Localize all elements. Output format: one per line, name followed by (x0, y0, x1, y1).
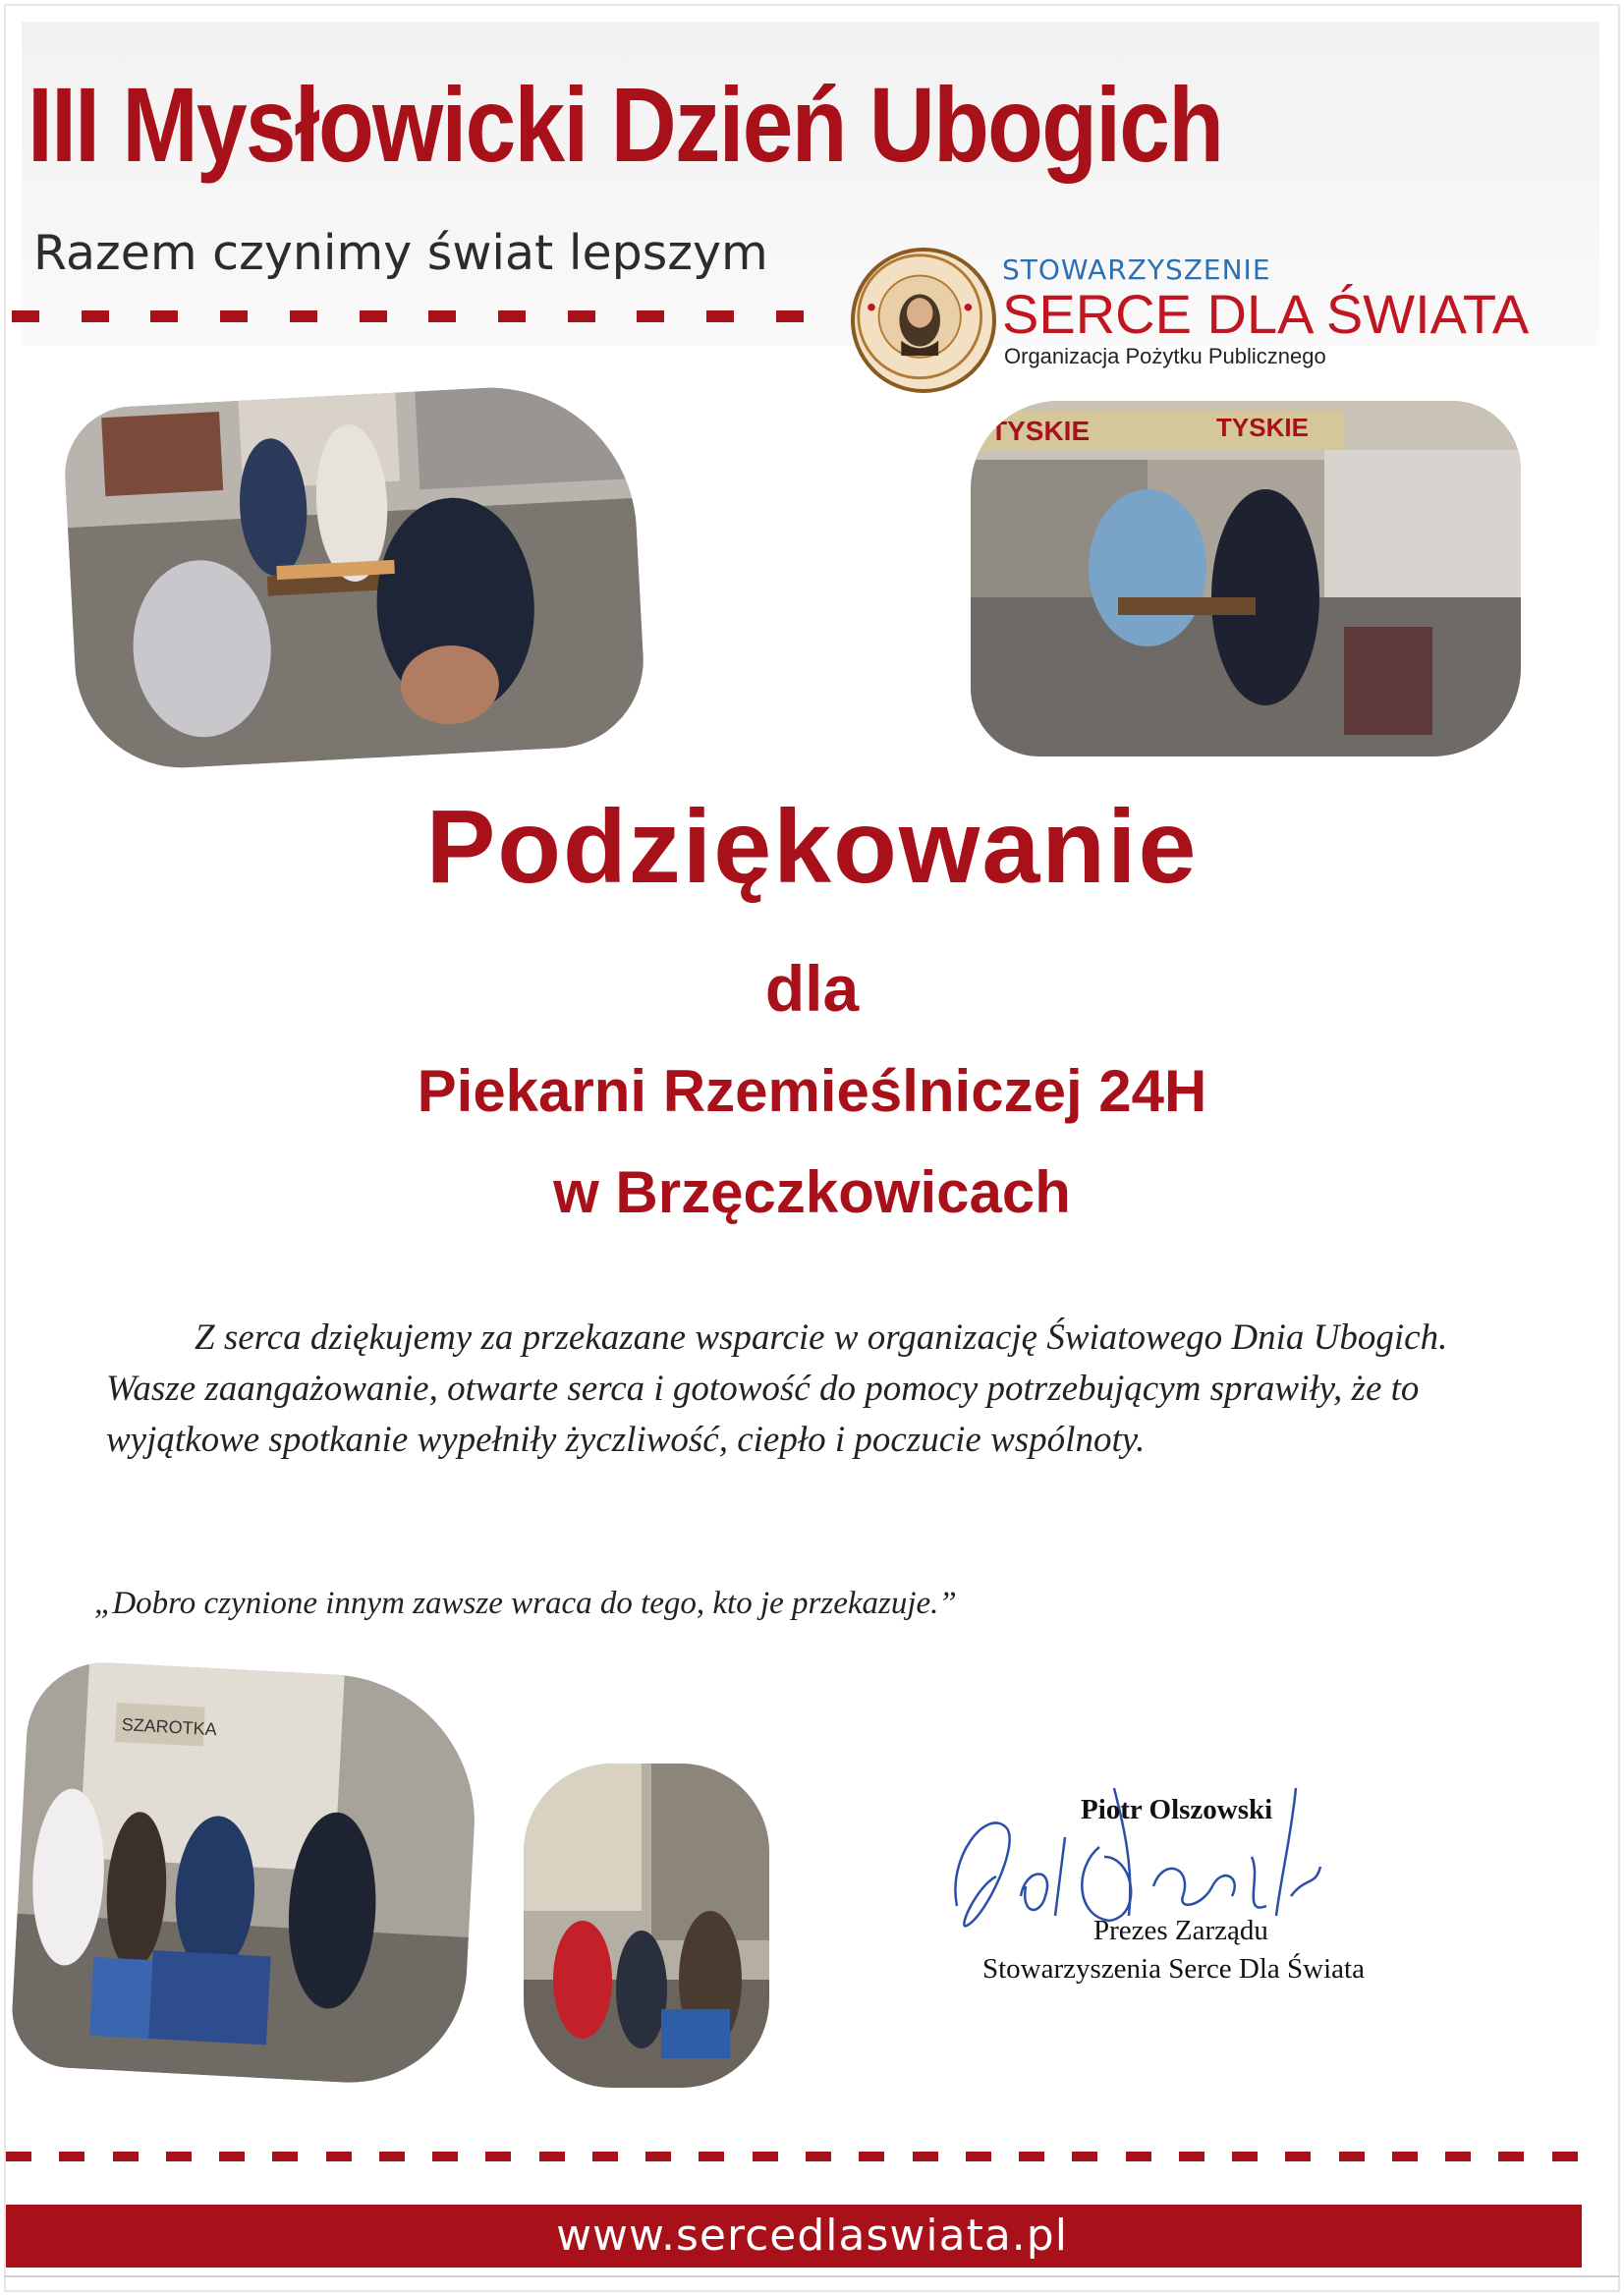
shop-sign: SZAROTKA (121, 1714, 218, 1740)
recipient-name: Piekarni Rzemieślniczej 24H (417, 1058, 1207, 1124)
page-subtitle: Razem czynimy świat lepszym (33, 225, 768, 281)
thank-you-message: Z serca dziękujemy za przekazane wsparcie w organizację Światowego Dnia Ubogich. Wasze zaangażowanie, otwarte serca i gotowość do pomocy potrzebującym sprawiły, że to wyjątkowe spotkanie wypełniły życzliwość, ciepło i poczucie wspólnoty. (106, 1317, 1448, 1460)
event-photo-square-umbrella (971, 401, 1521, 756)
event-photo-street-stall (9, 1658, 481, 2089)
closing-quote: „Dobro czynione innym zawsze wraca do tego, kto je przekazuje.” (94, 1586, 957, 1621)
event-photo-table-bread (62, 380, 648, 773)
logo-org-type: Organizacja Pożytku Publicznego (1004, 344, 1326, 368)
dashed-divider-bottom (6, 2152, 1578, 2161)
signer-organization: Stowarzyszenia Serce Dla Świata (982, 1953, 1365, 1985)
signer-name: Piotr Olszowski (1081, 1794, 1273, 1825)
logo-org-prefix: STOWARZYSZENIE (1002, 253, 1271, 286)
organization-seal-logo (851, 248, 996, 393)
umbrella-sign-1: TYSKIE (990, 416, 1091, 446)
logo-org-name: SERCE DLA ŚWIATA (1002, 283, 1530, 345)
certificate-heading: Podziękowanie (425, 789, 1199, 905)
recipient-location: w Brzęczkowicach (553, 1159, 1071, 1225)
certificate-for-label: dla (764, 952, 860, 1025)
umbrella-sign-2: TYSKIE (1216, 413, 1309, 442)
footer-rule (4, 2275, 1620, 2277)
website-url: www.sercedlaswiata.pl (556, 2211, 1068, 2261)
event-photo-street-crowd (524, 1764, 769, 2088)
dashed-divider-top (12, 310, 804, 322)
page-title: III Mysłowicki Dzień Ubogich (28, 65, 1223, 184)
signer-role: Prezes Zarządu (1093, 1915, 1268, 1946)
